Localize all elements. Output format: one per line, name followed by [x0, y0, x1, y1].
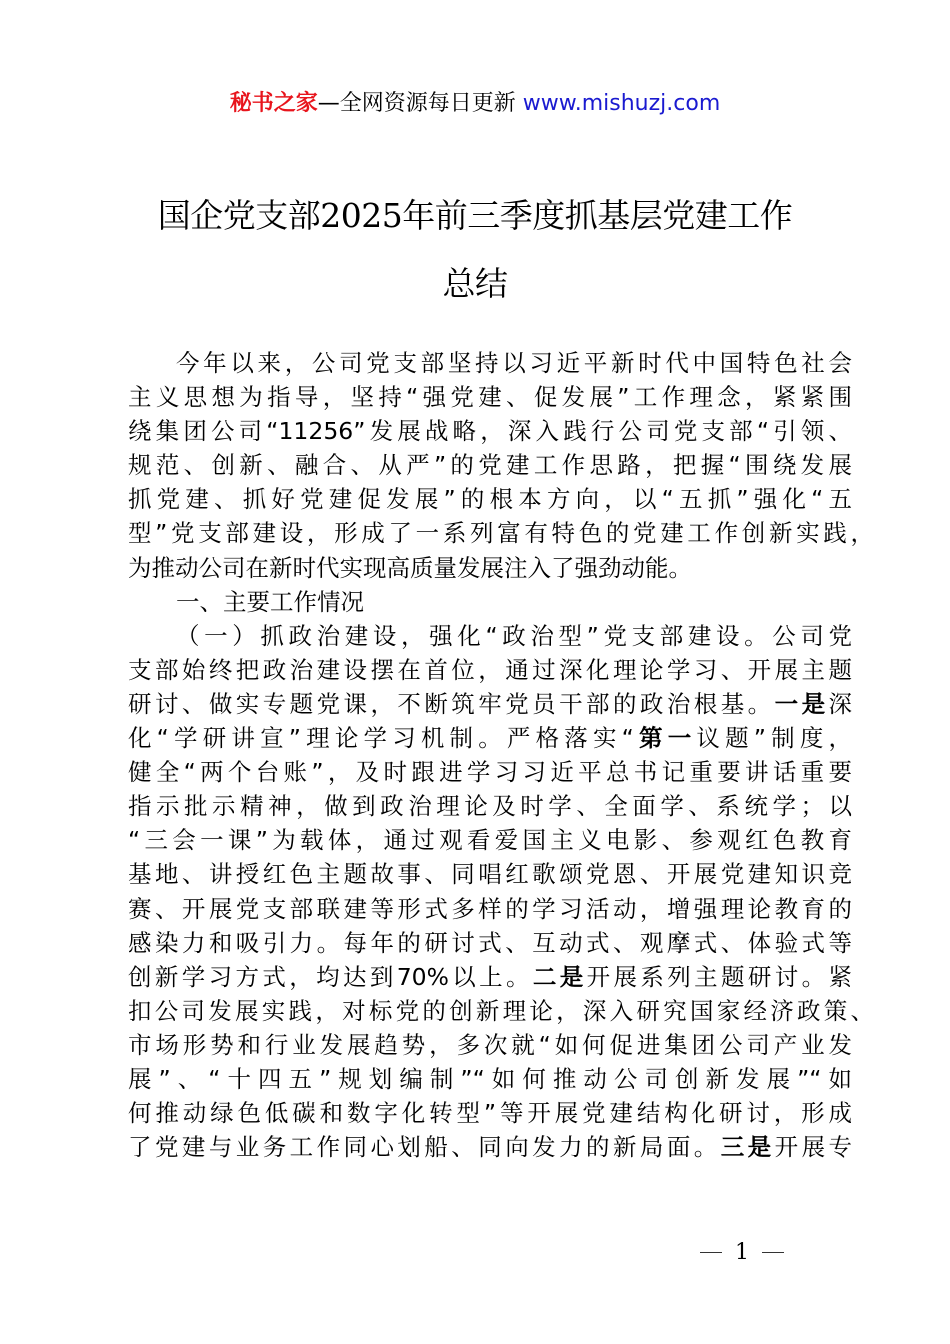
- site-url[interactable]: www.mishuzj.com: [522, 91, 721, 116]
- body-line: 赛、开展党支部联建等形式多样的学习活动，增强理论教育的: [128, 894, 852, 923]
- banner-tagline: —全网资源每日更新: [317, 91, 523, 116]
- line-text: 了党建与业务工作同心划船、同向发力的新局面。: [128, 1133, 721, 1162]
- subsection-heading-line: （一）抓政治建设，强化“政治型”党支部建设。公司党: [176, 621, 852, 650]
- page-dash-right: [762, 1252, 784, 1254]
- emphasis-text: 一是: [774, 689, 829, 718]
- body-line: 何推动绿色低碳和数字化转型”等开展党建结构化研讨，形成: [128, 1099, 852, 1128]
- body-line: 型”党支部建设，形成了一系列富有特色的党建工作创新实践，: [128, 519, 874, 548]
- body-line: 绕集团公司“11256”发展战略，深入践行公司党支部“引领、: [128, 417, 852, 446]
- body-line: 感染力和吸引力。每年的研讨式、互动式、观摩式、体验式等: [128, 928, 852, 957]
- body-line: 健全“两个台账”，及时跟进学习习近平总书记重要讲话重要: [128, 758, 852, 787]
- section-heading: 一、主要工作情况: [176, 587, 364, 616]
- document-body: [128, 346, 874, 1164]
- brand-name: 秘书之家: [229, 91, 318, 116]
- body-line: 展”、“十四五”规划编制”“如何推动公司创新发展”“如: [128, 1064, 852, 1093]
- emphasis-text: 第一: [633, 724, 697, 753]
- line-text: 创新学习方式，均达到70%以上。: [128, 962, 533, 991]
- document-title-line-2: 总结: [442, 264, 508, 303]
- page-dash-left: [700, 1252, 722, 1254]
- site-banner: [0, 86, 950, 122]
- line-text: 议题”制度，: [696, 724, 853, 753]
- emphasis-text: 二是: [532, 962, 587, 991]
- document-title-line-1: 国企党支部2025年前三季度抓基层党建工作: [157, 196, 793, 235]
- body-line: 指示批示精神，做到政治理论及时学、全面学、系统学；以: [128, 792, 852, 821]
- line-text: 开展系列主题研讨。紧: [586, 962, 853, 991]
- body-line: [128, 687, 852, 721]
- body-line: 为推动公司在新时代实现高质量发展注入了强劲动能。: [128, 553, 692, 582]
- body-line: 支部始终把政治建设摆在首位，通过深化理论学习、开展主题: [128, 655, 852, 684]
- body-line: 基地、讲授红色主题故事、同唱红歌颂党恩、开展党建知识竞: [128, 860, 852, 889]
- body-line: 抓党建、抓好党建促发展”的根本方向，以“五抓”强化“五: [128, 485, 852, 514]
- emphasis-text: 三是: [720, 1133, 775, 1162]
- body-line: [128, 960, 852, 994]
- page-number: [700, 1240, 784, 1265]
- body-line: [128, 721, 852, 755]
- body-line: 主义思想为指导，坚持“强党建、促发展”工作理念，紧紧围: [128, 383, 852, 412]
- body-line: 扣公司发展实践，对标党的创新理论，深入研究国家经济政策、: [128, 996, 874, 1025]
- line-text: 化“学研讲宣”理论学习机制。严格落实“: [128, 724, 634, 753]
- page-number-value: 1: [735, 1240, 749, 1265]
- line-text: 研讨、做实专题党课，不断筑牢党员干部的政治根基。: [128, 689, 775, 718]
- body-line: [128, 1130, 852, 1164]
- body-line: 规范、创新、融合、从严”的党建工作思路，把握“围绕发展: [128, 451, 852, 480]
- body-line: 市场形势和行业发展趋势，多次就“如何促进集团公司产业发: [128, 1030, 852, 1059]
- line-text: 深: [828, 689, 853, 718]
- line-text: 开展专: [774, 1133, 853, 1162]
- body-line: 今年以来，公司党支部坚持以习近平新时代中国特色社会: [176, 349, 852, 377]
- body-line: “三会一课”为载体，通过观看爱国主义电影、参观红色教育: [128, 826, 852, 855]
